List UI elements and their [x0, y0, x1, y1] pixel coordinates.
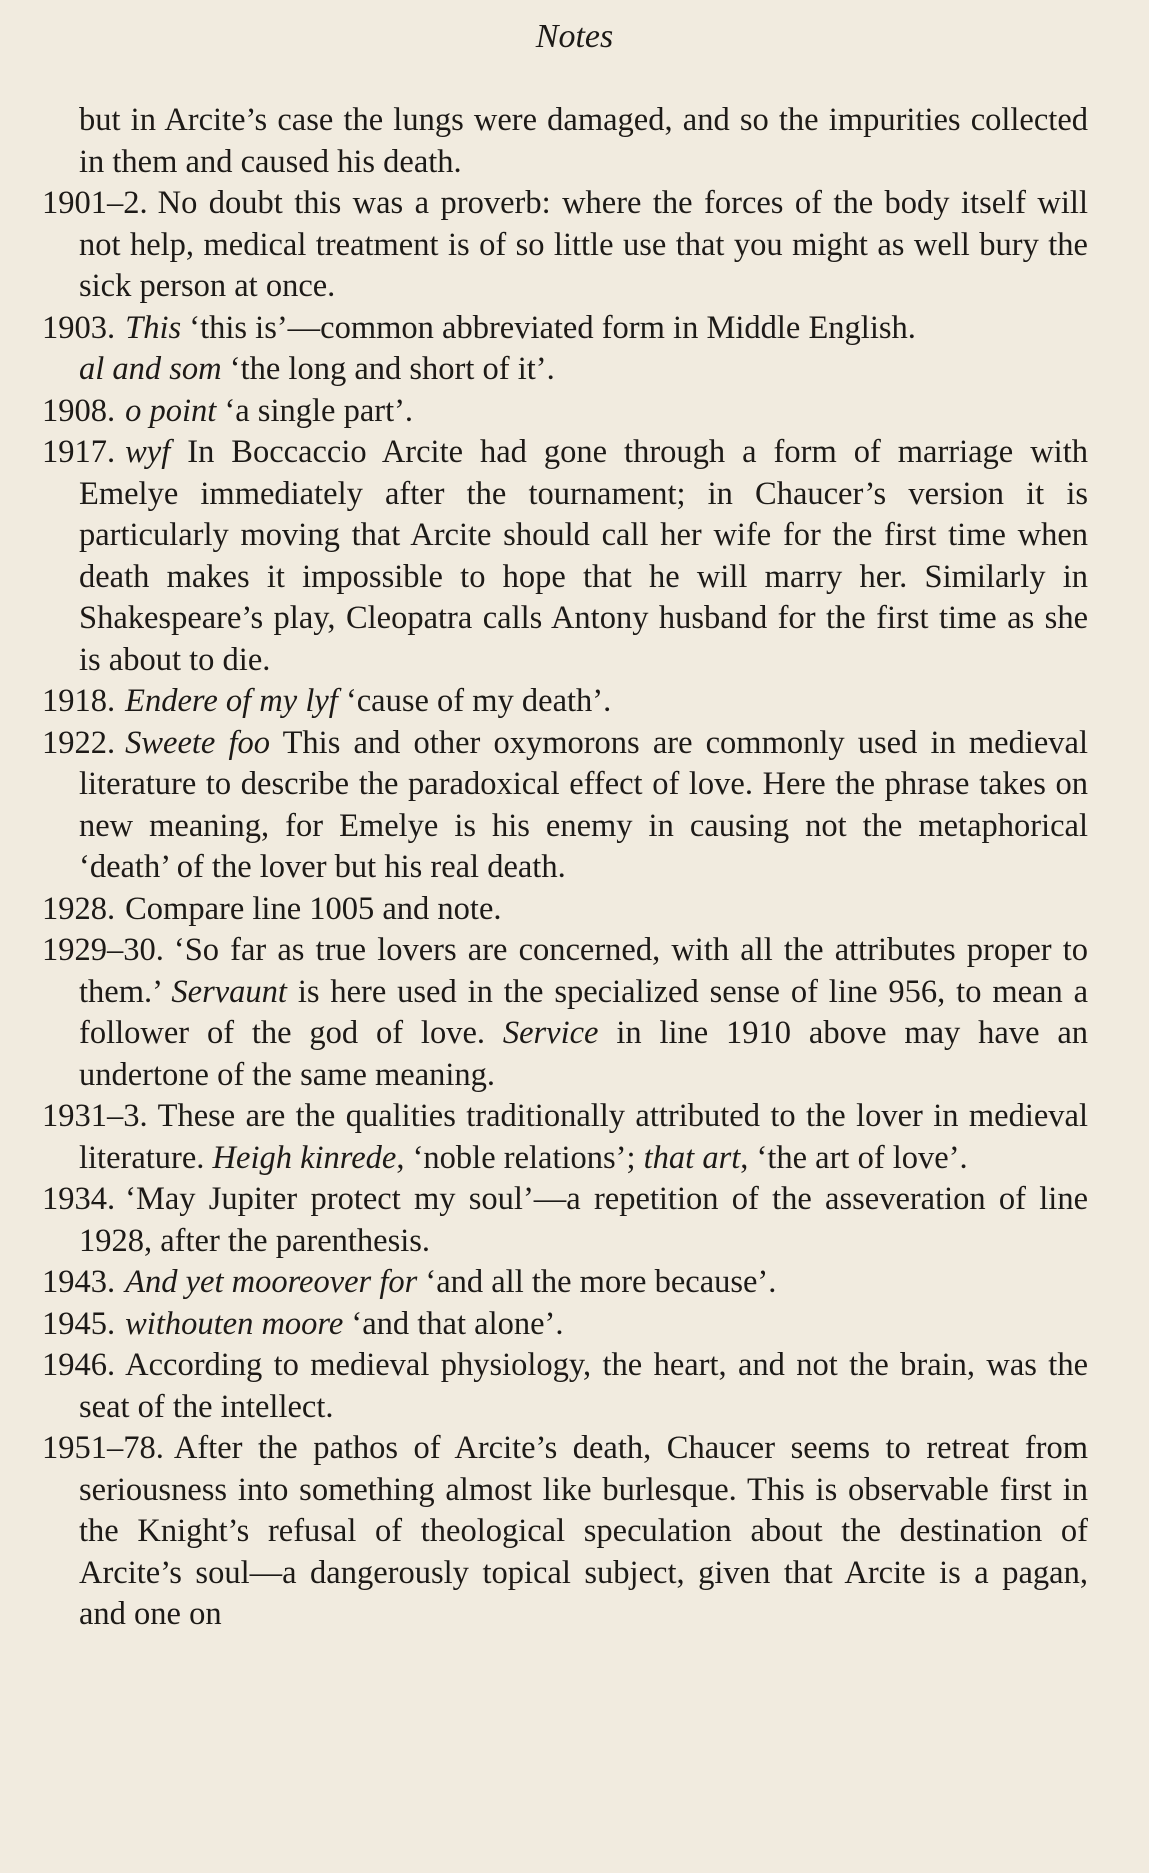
note-entry: [42, 1096, 1088, 1179]
note-text: These are the qualities traditionally attributed to the lover in medieval literature.: [79, 1098, 1088, 1176]
note-quoted-term: Heigh kinrede: [212, 1139, 397, 1176]
note-line-number: 1917.: [42, 434, 116, 470]
note-quoted-term: Servaunt: [171, 973, 287, 1010]
note-text: After the pathos of Arcite’s death, Chaucer seems to retreat from seriousness into something almost like burlesque. This is observable first in the Knight’s refusal of theological speculation about the destination of Arcite’s soul—a dangerously topical subject, given that Arcite is a pagan, and one on: [79, 1430, 1088, 1632]
note-quoted-term: wyf: [125, 434, 171, 470]
note-quoted-term: o point: [125, 392, 217, 429]
note-line-number: 1929–30.: [42, 932, 164, 968]
note-text: This and other oxymorons are commonly used in medieval literature to describe the paradoxical effect of love. Here the phrase takes on new meaning, for Emelye is his enemy in causing not the metaphorical ‘death’ of the lover but his real death.: [79, 724, 1088, 885]
running-header: Notes: [535, 18, 614, 55]
note-entry: [42, 1428, 1088, 1636]
note-entry: [42, 889, 1088, 931]
note-quoted-term: This: [125, 309, 182, 346]
note-text: ‘and all the more because’.: [417, 1264, 777, 1300]
note-entry: [42, 723, 1088, 889]
note-line-number: 1908.: [42, 392, 116, 429]
note-text: According to medieval physiology, the heart, and not the brain, was the seat of the intellect.: [79, 1347, 1088, 1425]
note-entry: [42, 391, 1088, 433]
note-text: ‘So far as true lovers are concerned, with all the attributes proper to them.’: [79, 932, 1088, 1010]
note-entry: [42, 183, 1088, 308]
note-quoted-term: Sweete foo: [125, 724, 271, 761]
note-text: ‘the long and short of it’.: [221, 351, 555, 387]
note-line-number: 1901–2.: [42, 185, 148, 221]
note-quoted-term: Service: [502, 1015, 599, 1051]
note-entry: [42, 349, 1088, 391]
note-line-number: 1943.: [42, 1264, 116, 1300]
note-line-number: 1922.: [42, 724, 116, 761]
note-line-number: 1946.: [42, 1347, 116, 1383]
note-quoted-term: And yet mooreover for: [125, 1264, 418, 1300]
note-text: In Boccaccio Arcite had gone through a form of marriage with Emelye immediately after the tournament; in Chaucer’s version it is particularly moving that Arcite should call her wife for the first time when death makes it impossible to hope that he will marry her. Similarly in Shakespeare’s play, Cleopatra calls Antony husband for the first time as she is about to die.: [79, 434, 1088, 678]
note-quoted-term: al and som: [79, 351, 222, 387]
note-text: No doubt this was a proverb: where the forces of the body itself will not help, medical treatment is of so little use that you might as well bury the sick person at once.: [79, 185, 1088, 304]
note-quoted-term: that art: [643, 1139, 741, 1176]
note-quoted-term: withouten moore: [125, 1305, 344, 1342]
note-text: ‘cause of my death’.: [337, 683, 612, 719]
note-entry: [42, 930, 1088, 1096]
note-entry: [42, 1262, 1088, 1304]
notes-list: [42, 100, 1088, 1636]
note-entry: [42, 1345, 1088, 1428]
note-text: ‘a single part’.: [216, 392, 414, 429]
note-line-number: 1945.: [42, 1305, 116, 1342]
note-text: in line 1910 above may have an undertone of the same meaning.: [79, 1015, 1089, 1093]
note-entry: [42, 432, 1088, 681]
note-text: ‘May Jupiter protect my soul’—a repetition of the asseveration of line 1928, after the parenthesis.: [79, 1181, 1088, 1259]
note-quoted-term: Endere of my lyf: [125, 683, 338, 719]
note-text: ‘this is’—common abbreviated form in Middle English.: [181, 309, 916, 346]
note-text: , ‘the art of love’.: [740, 1139, 968, 1176]
note-line-number: 1903.: [42, 309, 116, 346]
note-line-number: 1931–3.: [42, 1098, 148, 1134]
note-entry: [42, 100, 1088, 183]
note-text: ‘and that alone’.: [343, 1305, 564, 1342]
note-text: , ‘noble relations’;: [396, 1139, 644, 1176]
note-text: Compare line 1005 and note.: [125, 890, 502, 927]
note-line-number: 1918.: [42, 683, 116, 719]
note-text: but in Arcite’s case the lungs were damaged, and so the impurities collected in them and caused his death.: [79, 102, 1088, 180]
note-text: is here used in the specialized sense of line 956, to mean a follower of the god of love.: [79, 973, 1088, 1051]
note-line-number: 1928.: [42, 890, 116, 927]
note-entry: [42, 308, 1088, 350]
note-entry: [42, 1179, 1088, 1262]
note-entry: [42, 681, 1088, 723]
note-line-number: 1934.: [42, 1181, 116, 1217]
note-entry: [42, 1304, 1088, 1346]
note-line-number: 1951–78.: [42, 1430, 164, 1466]
